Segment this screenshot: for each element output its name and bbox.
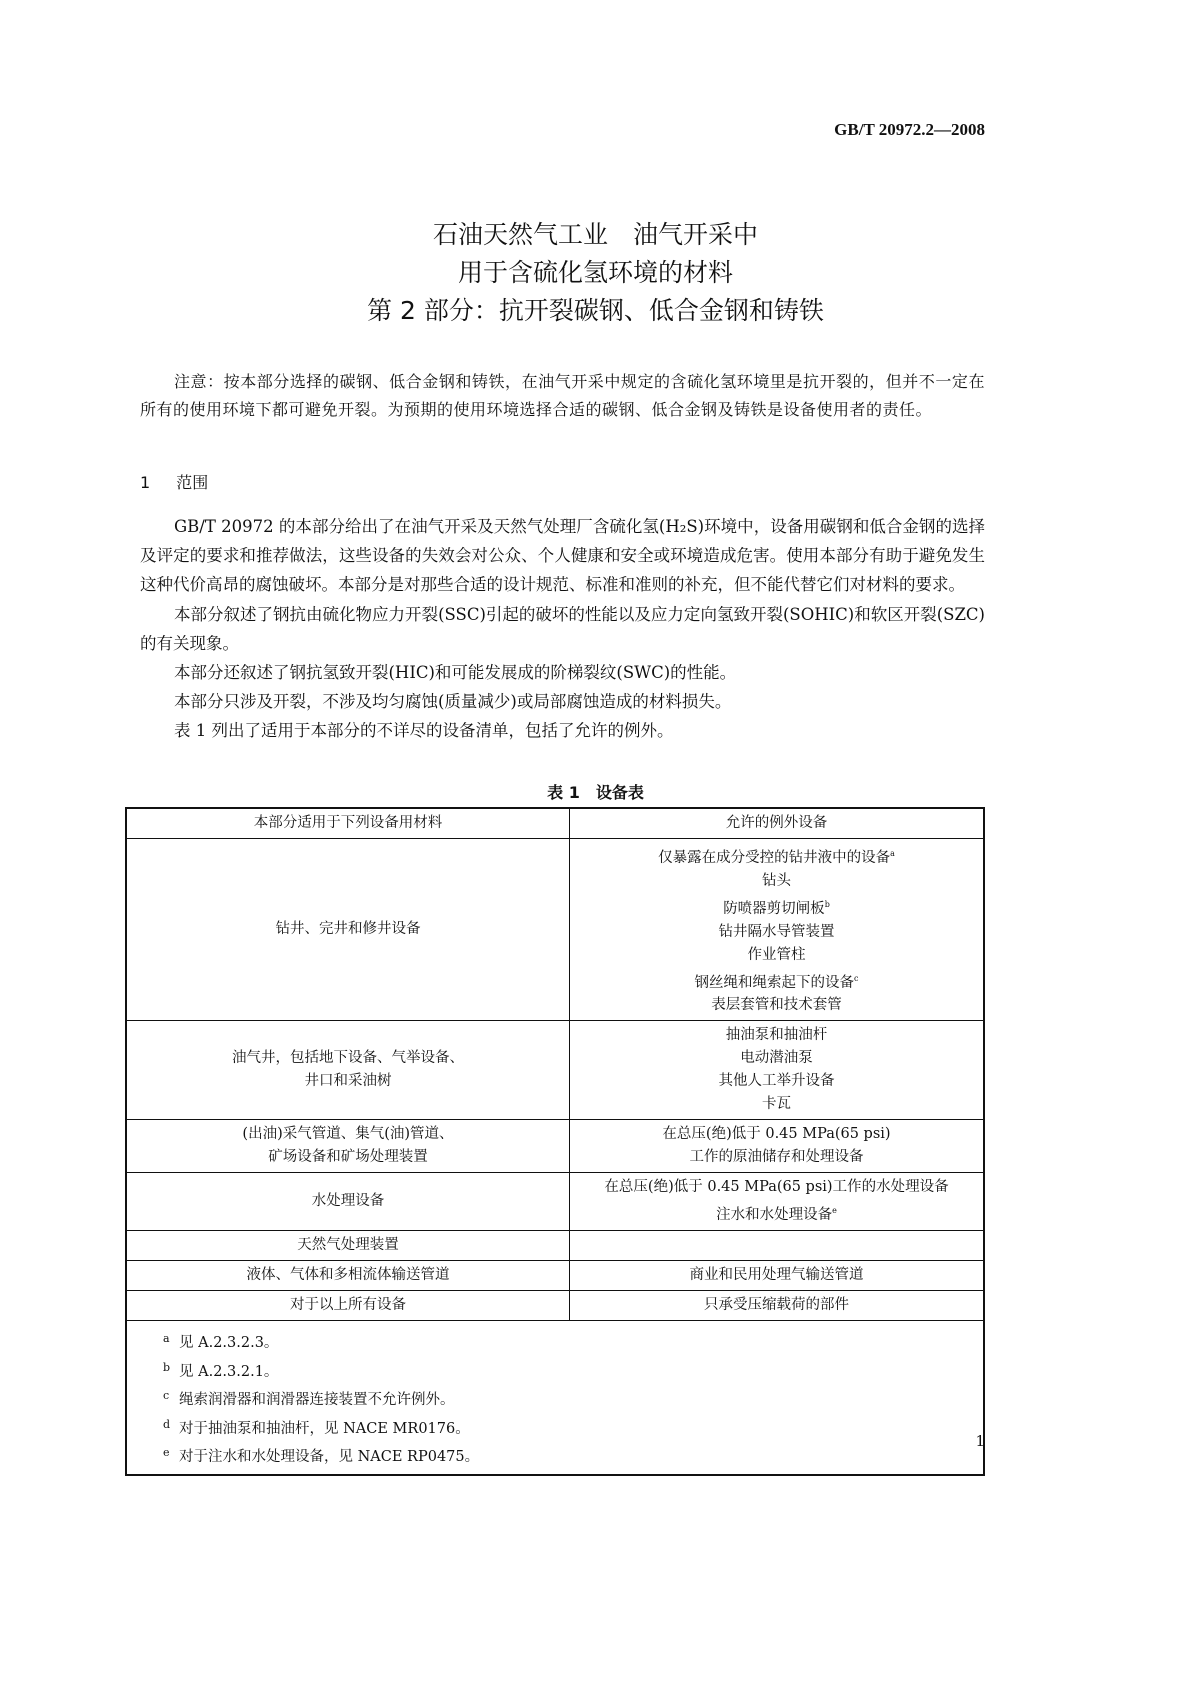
caution-note: 注意：按本部分选择的碳钢、低合金钢和铸铁，在油气开采中规定的含硫化氢环境里是抗开裂的，但并不一定在所有的使用环境下都可避免开裂。为预期的使用环境选择合适的碳钢、低合金钢及铸铁是设备使用者的责任。 — [140, 372, 985, 419]
cell-line: 油气井，包括地下设备、气举设备、 — [232, 1050, 464, 1067]
table-row — [126, 1261, 984, 1291]
footnote-ref: e — [832, 1206, 837, 1216]
title-line-3: 第 2 部分：抗开裂碳钢、低合金钢和铸铁 — [367, 296, 824, 325]
table-row — [126, 1231, 984, 1261]
cell-text: 商业和民用处理气输送管道 — [689, 1267, 864, 1284]
footnote-ref: b — [824, 899, 830, 909]
footnotes-cell — [126, 1321, 984, 1475]
cell-line — [574, 1093, 979, 1116]
section-number: 1 — [140, 473, 151, 492]
cell-line: 天然气处理装置 — [297, 1237, 399, 1254]
cell-text: 抽油泵和抽油杆 — [725, 1027, 828, 1044]
cell-line — [574, 1123, 979, 1146]
cell-text: 只承受压缩载荷的部件 — [704, 1297, 849, 1314]
body-text — [140, 512, 985, 746]
cell-text: 工作的原油储存和处理设备 — [689, 1149, 864, 1166]
cell-line — [574, 967, 979, 995]
exception-equipment-cell — [570, 839, 985, 1021]
cell-line — [574, 893, 979, 921]
cell-text: 仅暴露在成分受控的钻井液中的设备 — [658, 849, 891, 866]
footnote-ref: a — [890, 849, 895, 858]
exception-equipment-cell — [570, 1231, 985, 1261]
cell-text: 卡瓦 — [762, 1096, 791, 1113]
footnote — [163, 1413, 983, 1442]
cell-text: 电动潜油泵 — [740, 1050, 813, 1067]
footnote-text: 对于注水和水处理设备，见 NACE RP0475。 — [179, 1449, 480, 1466]
section-heading — [140, 470, 234, 493]
footnote — [163, 1327, 983, 1356]
cell-text: 其他人工举升设备 — [718, 1073, 835, 1090]
cell-line — [574, 1176, 979, 1199]
applicable-equipment-cell — [126, 1291, 570, 1321]
paragraph: 表 1 列出了适用于本部分的不详尽的设备清单，包括了允许的例外。 — [174, 721, 674, 741]
table-row — [126, 1021, 984, 1120]
cell-line — [574, 994, 979, 1017]
footnote-mark: d — [163, 1417, 171, 1431]
exception-equipment-cell — [570, 1291, 985, 1321]
cell-line: 液体、气体和多相流体输送管道 — [246, 1267, 450, 1284]
table-caption: 表 1 设备表 — [547, 783, 644, 802]
cell-line — [574, 944, 979, 967]
table-header-row — [126, 808, 984, 839]
cell-text: 作业管柱 — [747, 946, 806, 963]
applicable-equipment-cell — [126, 1231, 570, 1261]
exception-equipment-cell — [570, 1173, 985, 1231]
cell-line: 井口和采油树 — [304, 1073, 392, 1090]
column-header: 本部分适用于下列设备用材料 — [126, 808, 570, 839]
cell-text: 钢丝绳和绳索起下的设备 — [694, 974, 854, 991]
standard-number: GB/T 20972.2—2008 — [834, 120, 985, 139]
cell-line — [574, 870, 979, 893]
cell-line — [574, 1024, 979, 1047]
applicable-equipment-cell — [126, 1173, 570, 1231]
applicable-equipment-cell — [126, 1120, 570, 1173]
cell-text: 在总压(绝)低于 0.45 MPa(65 psi) — [662, 1126, 891, 1143]
paragraph: GB/T 20972 的本部分给出了在油气开采及天然气处理厂含硫化氢(H₂S)环境中，设备用碳钢和低合金钢的选择及评定的要求和推荐做法，这些设备的失效会对公众、个人健康和安全或环境造成危害。使用本部分有助于避免发生这种代价高昂的腐蚀破坏。本部分是对那些合适的设计规范、标准和准则的补充，但不能代替它们对材料的要求。 — [140, 517, 985, 595]
table-row — [126, 839, 984, 1021]
cell-text: 注水和水处理设备 — [716, 1207, 833, 1224]
footnote-ref: c — [854, 973, 859, 983]
footnote — [163, 1441, 983, 1470]
cell-line — [574, 1294, 979, 1317]
applicable-equipment-cell — [126, 839, 570, 1021]
footnotes-row — [126, 1321, 984, 1475]
cell-line: 对于以上所有设备 — [290, 1297, 406, 1314]
footnote-text: 绳索润滑器和润滑器连接装置不允许例外。 — [179, 1392, 455, 1409]
cell-text: 防喷器剪切闸板 — [723, 900, 825, 917]
equipment-table — [125, 807, 985, 1476]
footnote-text: 对于抽油泵和抽油杆，见 NACE MR0176。 — [179, 1420, 470, 1437]
footnote-mark: b — [163, 1360, 171, 1374]
cell-line: 钻井、完井和修井设备 — [275, 921, 421, 938]
footnote-text: 见 A.2.3.2.3。 — [179, 1335, 279, 1352]
cell-line — [574, 921, 979, 944]
section-title: 范围 — [176, 473, 209, 492]
footnote-mark: a — [163, 1332, 170, 1346]
paragraph: 本部分只涉及开裂，不涉及均匀腐蚀(质量减少)或局部腐蚀造成的材料损失。 — [174, 692, 732, 712]
cell-line: (出油)采气管道、集气(油)管道、 — [242, 1126, 454, 1143]
column-header: 允许的例外设备 — [570, 808, 985, 839]
footnote — [163, 1384, 983, 1413]
cell-text: 在总压(绝)低于 0.45 MPa(65 psi)工作的水处理设备 — [604, 1179, 949, 1196]
table-row — [126, 1291, 984, 1321]
applicable-equipment-cell — [126, 1021, 570, 1120]
exception-equipment-cell — [570, 1120, 985, 1173]
page-number: 1 — [975, 1432, 985, 1450]
paragraph: 本部分叙述了钢抗由硫化物应力开裂(SSC)引起的破坏的性能以及应力定向氢致开裂(SOHIC)和软区开裂(SZC)的有关现象。 — [140, 604, 985, 653]
cell-text: 表层套管和技术套管 — [711, 997, 842, 1014]
cell-line — [574, 1070, 979, 1093]
exception-equipment-cell — [570, 1021, 985, 1120]
cell-line — [574, 1047, 979, 1070]
paragraph: 本部分还叙述了钢抗氢致开裂(HIC)和可能发展成的阶梯裂纹(SWC)的性能。 — [174, 663, 737, 683]
cell-line — [574, 1264, 979, 1287]
table-row — [126, 1120, 984, 1173]
footnote-text: 见 A.2.3.2.1。 — [179, 1363, 279, 1380]
footnote-mark: e — [163, 1446, 170, 1460]
cell-line: 水处理设备 — [311, 1193, 385, 1210]
cell-line — [574, 842, 979, 870]
cell-line — [574, 1146, 979, 1169]
cell-line — [574, 1199, 979, 1227]
title-line-1: 石油天然气工业 油气开采中 — [432, 220, 758, 249]
applicable-equipment-cell — [126, 1261, 570, 1291]
title-line-2: 用于含硫化氢环境的材料 — [457, 258, 733, 287]
footnote-mark: c — [163, 1389, 170, 1403]
cell-line: 矿场设备和矿场处理装置 — [268, 1149, 428, 1166]
footnote — [163, 1356, 983, 1385]
cell-text: 钻井隔水导管装置 — [718, 923, 835, 940]
cell-text: 钻头 — [762, 872, 791, 889]
table-row — [126, 1173, 984, 1231]
exception-equipment-cell — [570, 1261, 985, 1291]
